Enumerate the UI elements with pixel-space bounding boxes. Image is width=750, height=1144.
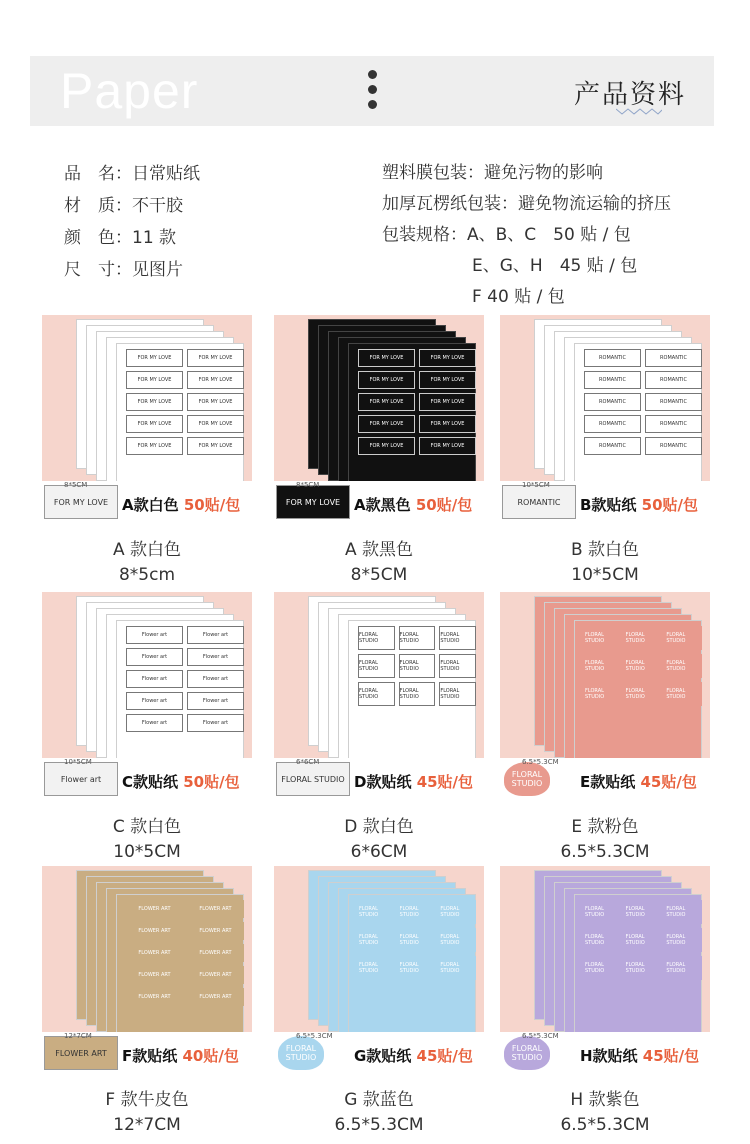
- sticker-item: FLORAL STUDIO: [399, 654, 436, 678]
- sticker-item: FLOWER ART: [187, 966, 244, 984]
- sticker-item: Flower art: [187, 692, 244, 710]
- sticker-item: FLORAL STUDIO: [399, 900, 436, 924]
- caption-size: 6.5*5.3CM: [560, 1115, 650, 1135]
- sample-sticker: FLORAL STUDIO: [278, 1036, 324, 1070]
- caption-name: A 款白色: [112, 540, 182, 560]
- sticker-item: FOR MY LOVE: [358, 415, 415, 433]
- sticker-grid: [126, 900, 244, 1006]
- sticker-grid: [584, 349, 702, 455]
- sticker-item: FLORAL STUDIO: [584, 928, 621, 952]
- sticker-item: FLORAL STUDIO: [665, 900, 702, 924]
- sticker-item: ROMANTIC: [584, 415, 641, 433]
- product-tag-name: B款贴纸: [580, 496, 642, 514]
- sticker-item: FOR MY LOVE: [187, 415, 244, 433]
- product-tag: [354, 494, 472, 515]
- sticker-item: FOR MY LOVE: [187, 349, 244, 367]
- size-tag: 8*5CM: [64, 481, 88, 489]
- sticker-item: ROMANTIC: [584, 437, 641, 455]
- sticker-item: Flower art: [187, 670, 244, 688]
- product-card: [42, 592, 252, 802]
- sticker-item: FOR MY LOVE: [126, 437, 183, 455]
- product-card: [42, 866, 252, 1076]
- caption-size: 8*5CM: [350, 565, 408, 585]
- sticker-item: FLORAL STUDIO: [584, 956, 621, 980]
- product-card: [42, 315, 252, 525]
- product-tag-name: F款贴纸: [122, 1047, 183, 1065]
- caption-size: 10*5CM: [571, 565, 639, 585]
- sticker-item: ROMANTIC: [584, 393, 641, 411]
- sample-sticker: ROMANTIC: [502, 485, 576, 519]
- sticker-item: Flower art: [126, 648, 183, 666]
- product-tag-name: G款贴纸: [354, 1047, 417, 1065]
- sticker-grid: [358, 900, 476, 980]
- sticker-item: Flower art: [126, 670, 183, 688]
- sticker-grid: [358, 626, 476, 706]
- sticker-item: FLORAL STUDIO: [625, 626, 662, 650]
- sticker-item: FLOWER ART: [126, 922, 183, 940]
- product-tag-qty: 50贴/包: [641, 496, 699, 514]
- product-tag-name: C款贴纸: [122, 773, 184, 791]
- sticker-item: FLOWER ART: [187, 922, 244, 940]
- sticker-item: Flower art: [187, 714, 244, 732]
- sticker-item: FLORAL STUDIO: [358, 956, 395, 980]
- caption-size: 6*6CM: [350, 842, 408, 862]
- sticker-item: Flower art: [187, 626, 244, 644]
- sticker-item: FOR MY LOVE: [126, 349, 183, 367]
- sticker-item: FLORAL STUDIO: [584, 900, 621, 924]
- sticker-item: FLORAL STUDIO: [584, 682, 621, 706]
- spec-row: 包装规格：A、B、C 50 贴 / 包: [382, 225, 631, 245]
- spec-row: 材 质：不干胶: [64, 196, 183, 216]
- sticker-item: FOR MY LOVE: [419, 371, 476, 389]
- sticker-grid: [126, 349, 244, 455]
- sticker-item: FLORAL STUDIO: [665, 626, 702, 650]
- sticker-item: FOR MY LOVE: [187, 437, 244, 455]
- sticker-item: ROMANTIC: [584, 349, 641, 367]
- sticker-item: FLORAL STUDIO: [584, 626, 621, 650]
- caption-size: 12*7CM: [113, 1115, 181, 1135]
- sticker-item: ROMANTIC: [645, 415, 702, 433]
- size-tag: 6*6CM: [296, 758, 320, 766]
- sticker-item: FOR MY LOVE: [419, 349, 476, 367]
- sticker-item: FLORAL STUDIO: [358, 626, 395, 650]
- sticker-item: FLORAL STUDIO: [584, 654, 621, 678]
- size-tag: 10*5CM: [522, 481, 550, 489]
- sticker-item: FOR MY LOVE: [358, 437, 415, 455]
- product-tag: [122, 494, 240, 515]
- sticker-grid: [358, 349, 476, 455]
- spec-row: 品 名：日常贴纸: [64, 164, 200, 184]
- spec-row: 加厚瓦楞纸包装：避免物流运输的挤压: [382, 194, 671, 214]
- sticker-item: FOR MY LOVE: [187, 393, 244, 411]
- size-tag: 8*5CM: [296, 481, 320, 489]
- caption-size: 6.5*5.3CM: [334, 1115, 424, 1135]
- sticker-item: FOR MY LOVE: [126, 371, 183, 389]
- size-tag: 6.5*5.3CM: [522, 1032, 559, 1040]
- product-tag-name: E款贴纸: [580, 773, 641, 791]
- sticker-item: FLORAL STUDIO: [439, 928, 476, 952]
- sticker-item: ROMANTIC: [645, 437, 702, 455]
- spec-row: 颜 色：11 款: [64, 228, 177, 248]
- caption-size: 6.5*5.3CM: [560, 842, 650, 862]
- caption-name: H 款紫色: [570, 1090, 640, 1110]
- sticker-item: FLORAL STUDIO: [358, 900, 395, 924]
- sticker-item: FLORAL STUDIO: [625, 900, 662, 924]
- sticker-item: FOR MY LOVE: [419, 393, 476, 411]
- product-caption: [274, 815, 484, 865]
- sticker-item: FLORAL STUDIO: [399, 682, 436, 706]
- sample-sticker: FLOWER ART: [44, 1036, 118, 1070]
- sticker-item: FOR MY LOVE: [358, 349, 415, 367]
- caption-name: C 款白色: [112, 817, 182, 837]
- product-tag-name: H款贴纸: [580, 1047, 643, 1065]
- product-tag-name: A款白色: [122, 496, 184, 514]
- sticker-item: FLOWER ART: [126, 944, 183, 962]
- brand-title: Paper: [60, 63, 199, 119]
- sticker-item: FLORAL STUDIO: [625, 928, 662, 952]
- sticker-item: FLOWER ART: [187, 900, 244, 918]
- sticker-item: FLORAL STUDIO: [439, 956, 476, 980]
- product-card: [274, 315, 484, 525]
- sticker-item: ROMANTIC: [584, 371, 641, 389]
- sticker-item: FLOWER ART: [126, 900, 183, 918]
- product-caption: [42, 538, 252, 588]
- product-tag-qty: 45贴/包: [640, 773, 697, 791]
- sticker-item: FLORAL STUDIO: [399, 956, 436, 980]
- product-caption: [500, 815, 710, 865]
- caption-name: D 款白色: [344, 817, 414, 837]
- product-tag: [580, 494, 698, 515]
- sticker-item: Flower art: [187, 648, 244, 666]
- product-caption: [42, 815, 252, 865]
- size-tag: 12*7CM: [64, 1032, 92, 1040]
- product-caption: [274, 538, 484, 588]
- sticker-item: FLORAL STUDIO: [399, 928, 436, 952]
- sample-sticker: FLORAL STUDIO: [276, 762, 350, 796]
- size-tag: 10*5CM: [64, 758, 92, 766]
- caption-name: E 款粉色: [571, 817, 639, 837]
- sticker-grid: [584, 626, 702, 706]
- sticker-item: Flower art: [126, 626, 183, 644]
- section-title: 产品资料: [574, 80, 687, 110]
- product-tag-qty: 45贴/包: [416, 1047, 473, 1065]
- product-caption: [500, 1088, 710, 1138]
- product-card: [500, 315, 710, 525]
- size-tag: 6.5*5.3CM: [296, 1032, 333, 1040]
- sticker-item: FLOWER ART: [126, 988, 183, 1006]
- spec-row: F 40 贴 / 包: [472, 287, 565, 307]
- specs-right: [382, 158, 671, 313]
- product-tag-qty: 45贴/包: [642, 1047, 700, 1065]
- sticker-item: FOR MY LOVE: [358, 371, 415, 389]
- product-tag: [580, 1045, 699, 1066]
- sticker-item: FLORAL STUDIO: [358, 654, 395, 678]
- header-banner: [30, 56, 714, 126]
- product-card: [500, 866, 710, 1076]
- sticker-item: FOR MY LOVE: [126, 393, 183, 411]
- sticker-item: FLORAL STUDIO: [665, 956, 702, 980]
- sticker-item: FLORAL STUDIO: [399, 626, 436, 650]
- spec-row: 塑料膜包装：避免污物的影响: [382, 163, 603, 183]
- product-caption: [274, 1088, 484, 1138]
- product-tag-qty: 50贴/包: [183, 773, 240, 791]
- product-tag: [580, 771, 697, 792]
- caption-name: F 款牛皮色: [105, 1090, 189, 1110]
- product-tag-name: A款黑色: [354, 496, 416, 514]
- sticker-item: FOR MY LOVE: [419, 437, 476, 455]
- wave-underline-icon: [616, 106, 662, 116]
- product-tag: [354, 771, 473, 792]
- sticker-item: FLORAL STUDIO: [439, 654, 476, 678]
- sticker-item: FOR MY LOVE: [358, 393, 415, 411]
- sticker-item: FLORAL STUDIO: [665, 654, 702, 678]
- sticker-item: FOR MY LOVE: [187, 371, 244, 389]
- sticker-item: FLORAL STUDIO: [665, 928, 702, 952]
- caption-name: A 款黑色: [344, 540, 414, 560]
- product-card: [274, 866, 484, 1076]
- sticker-item: Flower art: [126, 714, 183, 732]
- sticker-item: FLORAL STUDIO: [665, 682, 702, 706]
- sticker-item: FLORAL STUDIO: [358, 682, 395, 706]
- sticker-item: FLORAL STUDIO: [625, 956, 662, 980]
- sticker-item: FLORAL STUDIO: [625, 682, 662, 706]
- sticker-item: FLOWER ART: [126, 966, 183, 984]
- product-tag: [122, 1045, 239, 1066]
- product-tag-qty: 45贴/包: [416, 773, 474, 791]
- caption-size: 8*5cm: [118, 565, 176, 585]
- specs-left: [64, 158, 200, 286]
- sticker-grid: [126, 626, 244, 732]
- sample-sticker: FOR MY LOVE: [44, 485, 118, 519]
- sticker-item: ROMANTIC: [645, 349, 702, 367]
- sticker-item: FLOWER ART: [187, 944, 244, 962]
- caption-size: 10*5CM: [113, 842, 181, 862]
- sticker-item: FLORAL STUDIO: [439, 682, 476, 706]
- sticker-item: FOR MY LOVE: [126, 415, 183, 433]
- sample-sticker: Flower art: [44, 762, 118, 796]
- caption-name: G 款蓝色: [344, 1090, 414, 1110]
- sticker-item: FLORAL STUDIO: [439, 900, 476, 924]
- product-tag: [354, 1045, 473, 1066]
- sticker-item: FLOWER ART: [187, 988, 244, 1006]
- dots-icon: [368, 70, 378, 112]
- spec-row: E、G、H 45 贴 / 包: [472, 256, 638, 276]
- sticker-item: FOR MY LOVE: [419, 415, 476, 433]
- sticker-item: FLORAL STUDIO: [439, 626, 476, 650]
- product-tag: [122, 771, 240, 792]
- product-card: [500, 592, 710, 802]
- sticker-item: ROMANTIC: [645, 371, 702, 389]
- product-tag-qty: 50贴/包: [183, 496, 241, 514]
- sticker-item: FLORAL STUDIO: [358, 928, 395, 952]
- product-tag-qty: 40贴/包: [182, 1047, 239, 1065]
- spec-row: 尺 寸：见图片: [64, 260, 183, 280]
- caption-name: B 款白色: [570, 540, 640, 560]
- size-tag: 6.5*5.3CM: [522, 758, 559, 766]
- product-card: [274, 592, 484, 802]
- sticker-item: Flower art: [126, 692, 183, 710]
- sticker-item: FLORAL STUDIO: [625, 654, 662, 678]
- product-tag-qty: 50贴/包: [415, 496, 473, 514]
- product-tag-name: D款贴纸: [354, 773, 417, 791]
- sticker-grid: [584, 900, 702, 980]
- sample-sticker: FLORAL STUDIO: [504, 762, 550, 796]
- product-caption: [42, 1088, 252, 1138]
- sample-sticker: FOR MY LOVE: [276, 485, 350, 519]
- product-caption: [500, 538, 710, 588]
- sample-sticker: FLORAL STUDIO: [504, 1036, 550, 1070]
- sticker-item: ROMANTIC: [645, 393, 702, 411]
